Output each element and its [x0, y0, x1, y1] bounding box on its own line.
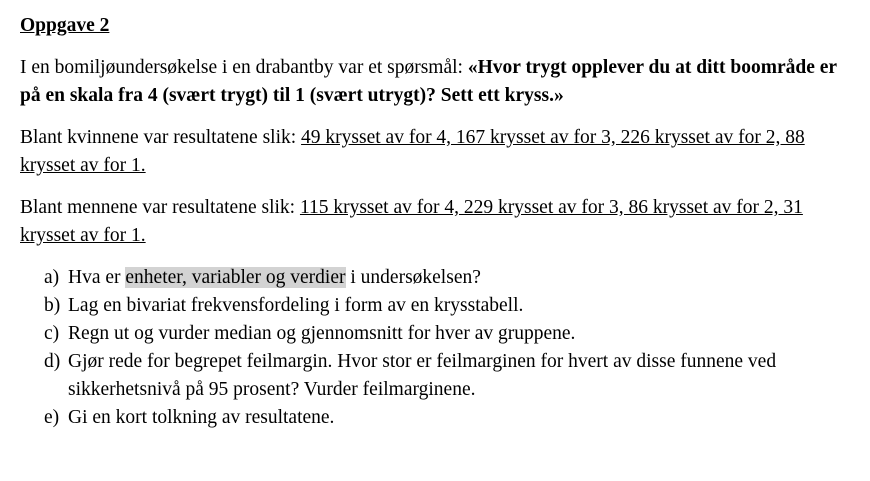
task-label: e) — [44, 407, 60, 428]
task-e — [44, 404, 850, 432]
task-label: c) — [44, 323, 60, 344]
intro-lead: I en bomiljøundersøkelse i en drabantby var et spørsmål: — [20, 57, 468, 78]
highlighted-text: enheter, variabler og verdier — [125, 267, 346, 288]
women-lead: Blant kvinnene var resultatene slik: — [20, 127, 302, 148]
task-text: Regn ut og vurder median og gjennomsnitt for hver av gruppene. — [68, 323, 576, 344]
men-lead: Blant mennene var resultatene slik: — [20, 197, 300, 218]
task-list — [44, 264, 850, 432]
task-label: b) — [44, 295, 61, 316]
task-d — [44, 348, 850, 404]
men-results-paragraph — [20, 194, 850, 250]
task-label: a) — [44, 267, 60, 288]
survey-question: «Hvor trygt opplever du at ditt boområde er på en skala fra 4 (svært trygt) til 1 (svært utrygt)? Sett ett kryss.» — [20, 57, 837, 106]
page-title: Oppgave 2 — [20, 15, 110, 36]
task-label: d) — [44, 351, 61, 372]
task-b — [44, 292, 850, 320]
task-text: Gi en kort tolkning av resultatene. — [68, 407, 335, 428]
task-text — [68, 264, 481, 292]
women-results-paragraph — [20, 124, 850, 180]
task-a — [44, 264, 850, 292]
task-a-post: i undersøkelsen? — [345, 267, 481, 288]
task-a-pre: Hva er — [68, 267, 126, 288]
task-text: Gjør rede for begrepet feilmargin. Hvor stor er feilmarginen for hvert av disse funnene ved sikkerhetsnivå på 95 prosent? Vurder feilmarginene. — [68, 351, 777, 400]
intro-paragraph — [20, 54, 850, 110]
men-results: 115 krysset av for 4, 229 krysset av for 3, 86 krysset av for 2, 31 krysset av for 1. — [20, 197, 803, 246]
task-c — [44, 320, 850, 348]
task-text: Lag en bivariat frekvensfordeling i form av en krysstabell. — [68, 295, 524, 316]
women-results: 49 krysset av for 4, 167 krysset av for 3, 226 krysset av for 2, 88 krysset av for 1. — [20, 127, 805, 176]
